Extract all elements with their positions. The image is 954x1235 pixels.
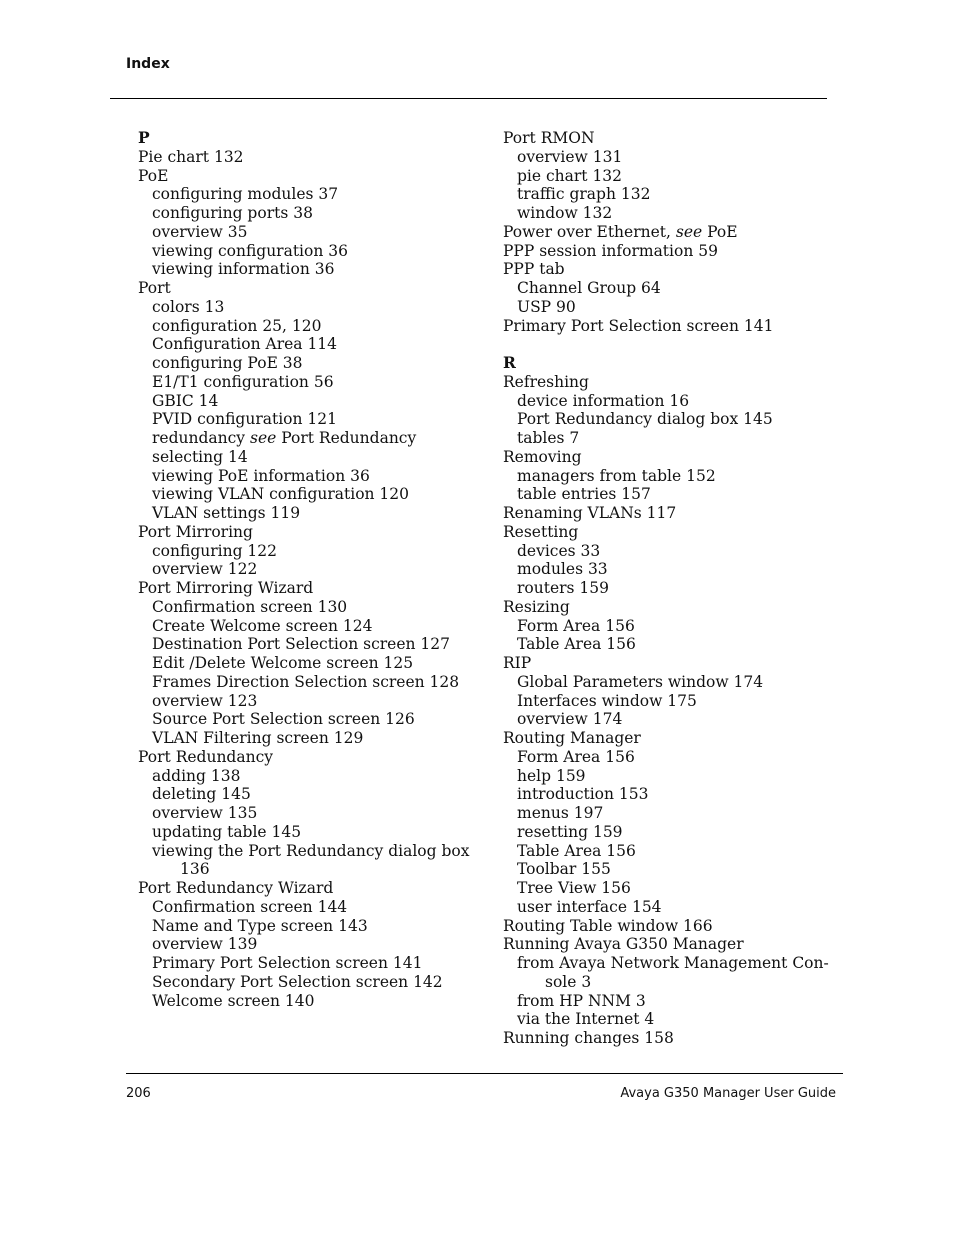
index-entry: Primary Port Selection screen 141	[503, 316, 774, 335]
see-reference: see	[675, 222, 703, 241]
index-subentry: Tree View 156	[517, 879, 631, 897]
index-subentry	[138, 429, 478, 448]
header-rule	[110, 98, 827, 99]
index-entry: RIP	[503, 654, 532, 672]
index-entry: Removing	[503, 447, 582, 466]
index-subentry: USP 90	[517, 297, 576, 316]
index-entry: Resizing	[503, 597, 570, 616]
index-subentry: Welcome screen 140	[152, 991, 315, 1010]
index-subentry: overview 139	[152, 935, 258, 954]
index-subentry: PVID configuration 121	[152, 410, 338, 429]
index-subentry: overview 35	[152, 222, 248, 241]
index-subentry: viewing the Port Redundancy dialog box	[152, 841, 470, 860]
index-subentry: overview 122	[152, 560, 258, 579]
index-subentry: Create Welcome screen 124	[152, 616, 373, 635]
index-subentry: Port Redundancy dialog box 145	[517, 410, 773, 429]
index-subentry: Destination Port Selection screen 127	[152, 635, 451, 654]
index-entry: PPP tab	[503, 260, 565, 279]
index-subentry: Secondary Port Selection screen 142	[152, 972, 443, 991]
index-entry: Routing Manager	[503, 729, 641, 747]
index-subentry: viewing PoE information 36	[152, 466, 370, 485]
index-subentry: overview 123	[152, 691, 258, 710]
index-subentry: table entries 157	[517, 485, 651, 504]
index-subentry: Form Area 156	[517, 747, 635, 766]
index-subentry: Toolbar 155	[517, 860, 611, 879]
entry-text: Power over Ethernet,	[503, 222, 676, 241]
index-subentry: from HP NNM 3	[517, 991, 646, 1010]
index-entry: Port Redundancy Wizard	[138, 879, 334, 897]
index-subentry: GBIC 14	[152, 391, 219, 410]
index-subentry: viewing information 36	[152, 260, 335, 279]
index-subentry: user interface 154	[517, 897, 662, 916]
index-entry: Running Avaya G350 Manager	[503, 935, 744, 954]
see-target: Port Redundancy	[276, 429, 417, 447]
index-subentry: Name and Type screen 143	[152, 916, 368, 935]
index-subentry: Source Port Selection screen 126	[152, 710, 415, 729]
index-subentry-continuation: sole 3	[545, 972, 592, 991]
index-subentry: deleting 145	[152, 785, 251, 804]
index-subentry: Frames Direction Selection screen 128	[152, 672, 460, 691]
index-subentry: Confirmation screen 130	[152, 597, 348, 616]
see-reference: see	[249, 429, 277, 447]
index-entry: Routing Table window 166	[503, 916, 713, 935]
index-subentry: modules 33	[517, 560, 608, 579]
index-subentry: viewing VLAN configuration 120	[152, 485, 410, 504]
index-subentry: from Avaya Network Management Con-	[517, 954, 829, 972]
index-entry	[503, 223, 838, 242]
index-subentry: overview 131	[517, 147, 623, 166]
running-header: Index	[126, 56, 170, 72]
index-column-left	[138, 129, 478, 1010]
index-subentry: device information 16	[517, 391, 690, 410]
index-subentry: devices 33	[517, 541, 601, 560]
index-subentry: introduction 153	[517, 785, 649, 804]
footer-rule	[126, 1073, 843, 1074]
entry-text: redundancy	[152, 429, 250, 447]
index-entry: Port Mirroring	[138, 522, 253, 541]
index-subentry: viewing configuration 36	[152, 241, 348, 260]
index-entry: PoE	[138, 166, 169, 185]
index-entry: Port RMON	[503, 129, 595, 147]
index-subentry: Table Area 156	[517, 841, 636, 860]
index-entry: Renaming VLANs 117	[503, 504, 677, 522]
index-subentry: pie chart 132	[517, 166, 623, 185]
index-subentry-continuation: 136	[180, 860, 210, 879]
index-subentry: configuring modules 37	[152, 185, 339, 204]
index-subentry: Channel Group 64	[517, 279, 661, 297]
index-subentry: E1/T1 configuration 56	[152, 372, 334, 391]
index-subentry: menus 197	[517, 804, 604, 822]
index-subentry: managers from table 152	[517, 466, 716, 485]
document-title: Avaya G350 Manager User Guide	[620, 1086, 836, 1101]
page-number: 206	[126, 1086, 151, 1101]
index-entry: PPP session information 59	[503, 241, 718, 260]
index-subentry: Table Area 156	[517, 635, 636, 654]
index-entry: Port Mirroring Wizard	[138, 579, 314, 597]
see-target: PoE	[702, 222, 738, 241]
index-subentry: Configuration Area 114	[152, 335, 338, 354]
index-subentry: Edit /Delete Welcome screen 125	[152, 654, 414, 672]
index-subentry: configuring ports 38	[152, 204, 313, 222]
index-subentry: Confirmation screen 144	[152, 897, 348, 916]
index-subentry: Form Area 156	[517, 616, 635, 635]
index-subentry: adding 138	[152, 766, 241, 785]
index-subentry: Primary Port Selection screen 141	[152, 954, 423, 972]
index-subentry: configuration 25, 120	[152, 316, 322, 335]
index-subentry: window 132	[517, 204, 613, 222]
index-subentry: overview 174	[517, 710, 623, 729]
index-entry: Pie chart 132	[138, 147, 244, 166]
index-subentry: updating table 145	[152, 822, 302, 841]
index-entry: Port	[138, 279, 171, 297]
index-entry: Port Redundancy	[138, 747, 274, 766]
index-subentry: resetting 159	[517, 822, 623, 841]
index-section-letter: R	[503, 353, 516, 372]
index-subentry: Global Parameters window 174	[517, 672, 764, 691]
index-entry: Resetting	[503, 522, 579, 541]
index-subentry: overview 135	[152, 804, 258, 822]
index-entry: Running changes 158	[503, 1029, 674, 1047]
index-subentry: VLAN settings 119	[152, 504, 301, 522]
index-subentry: Interfaces window 175	[517, 691, 697, 710]
index-subentry: selecting 14	[152, 447, 248, 466]
index-column-right	[503, 129, 838, 1048]
section-spacer	[503, 335, 838, 354]
index-subentry: VLAN Filtering screen 129	[152, 729, 364, 747]
index-subentry: tables 7	[517, 429, 580, 447]
index-subentry: configuring 122	[152, 541, 278, 560]
index-subentry: via the Internet 4	[517, 1010, 655, 1029]
index-subentry: configuring PoE 38	[152, 354, 303, 372]
index-entry: Refreshing	[503, 372, 589, 391]
index-subentry: help 159	[517, 766, 586, 785]
index-section-letter: P	[138, 128, 150, 147]
index-subentry: routers 159	[517, 579, 610, 597]
index-subentry: traffic graph 132	[517, 185, 651, 204]
index-subentry: colors 13	[152, 297, 225, 316]
